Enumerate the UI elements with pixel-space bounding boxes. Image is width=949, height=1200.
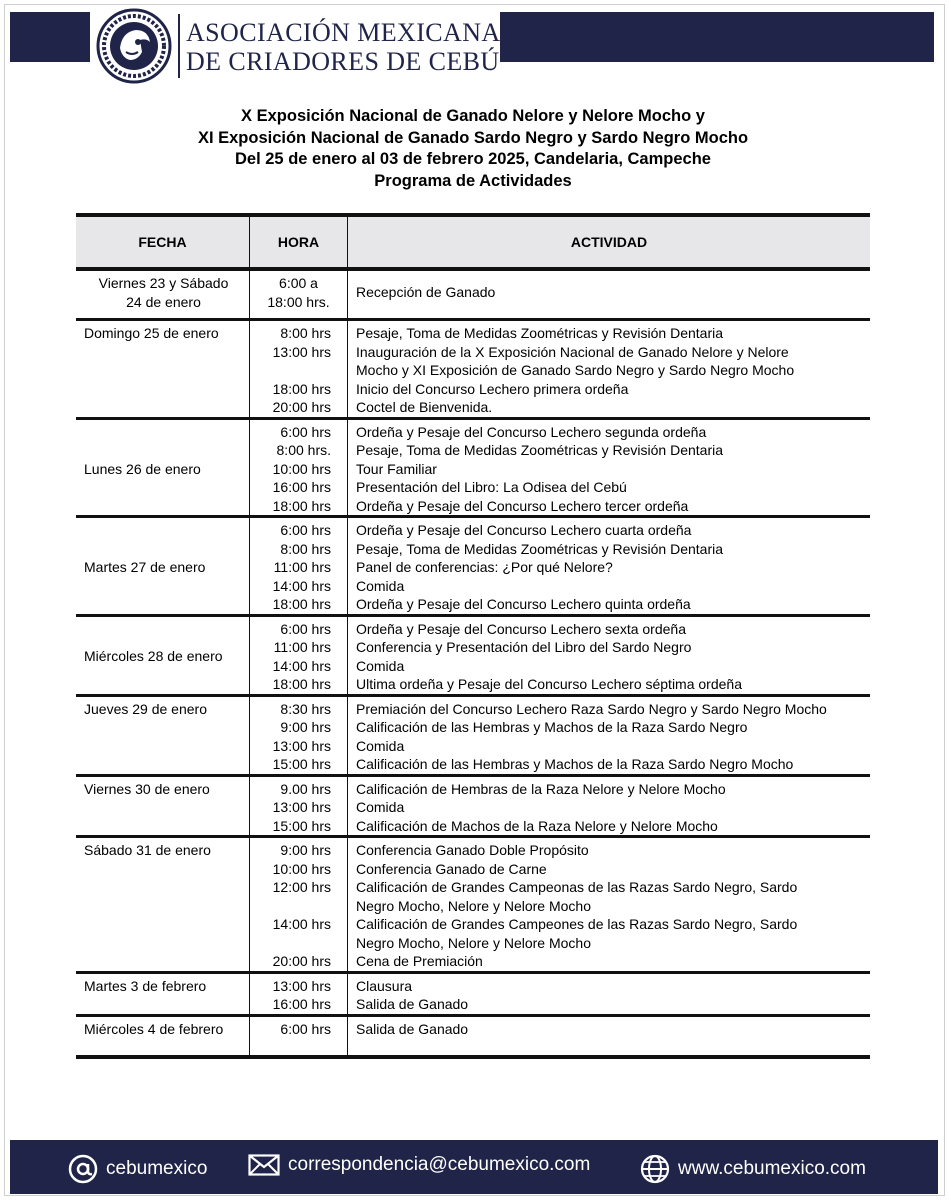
cell-hora	[250, 777, 348, 836]
hora-text	[250, 361, 331, 380]
footer-email[interactable]	[248, 1154, 590, 1176]
actividad-text: Comida	[356, 737, 405, 754]
hora-text: 20:00 hrs	[272, 399, 331, 415]
schedule-table	[76, 213, 870, 1059]
hora-text: 18:00 hrs	[272, 596, 331, 612]
footer-web-text: www.cebumexico.com	[678, 1158, 866, 1179]
cell-actividad	[348, 1017, 870, 1055]
actividad-text: Inicio del Concurso Lechero primera ordeña	[356, 380, 629, 397]
cell-hora	[250, 518, 348, 614]
cell-actividad	[348, 321, 870, 417]
cell-fecha	[76, 974, 250, 1014]
actividad-text: Ordeña y Pesaje del Concurso Lechero segunda ordeña	[356, 423, 707, 440]
org-name	[186, 18, 501, 76]
cell-fecha	[76, 1017, 250, 1055]
actividad-text: Pesaje, Toma de Medidas Zoométricas y Revisión Dentaria	[356, 442, 724, 458]
cell-actividad	[348, 271, 870, 318]
hora-text: 16:00 hrs	[272, 479, 331, 495]
cell-hora	[250, 617, 348, 694]
header-fecha: FECHA	[76, 217, 250, 267]
actividad-text: Coctel de Bienvenida.	[356, 399, 493, 415]
actividad-text: Ultima ordeña y Pesaje del Concurso Lechero séptima ordeña	[356, 676, 742, 692]
title-line-1: X Exposición Nacional de Ganado Nelore y Nelore Mocho y	[241, 107, 705, 125]
hora-text: 8:00 hrs	[280, 325, 331, 341]
fecha-lines	[84, 977, 243, 996]
hora-text: 18:00 hrs	[272, 676, 331, 692]
fecha-lines	[84, 1020, 243, 1039]
hora-text: 9.00 hrs	[280, 780, 331, 797]
header-actividad: ACTIVIDAD	[570, 234, 648, 250]
fecha-text: Martes 27 de enero	[84, 559, 206, 575]
hora-text: 11:00 hrs	[273, 559, 331, 575]
cell-hora	[250, 838, 348, 971]
cell-fecha	[76, 617, 250, 694]
table-row	[76, 838, 870, 974]
cell-fecha	[76, 420, 250, 516]
hora-text: 9:00 hrs	[280, 842, 331, 858]
cell-hora	[250, 420, 348, 516]
fecha-text: Sábado 31 de enero	[84, 842, 211, 858]
hora-text: 13:00 hrs	[272, 343, 331, 360]
actividad-text: Presentación del Libro: La Odisea del Cebú	[356, 479, 627, 495]
at-sign-icon	[68, 1154, 98, 1184]
hora-text: 9:00 hrs	[280, 719, 331, 735]
fecha-text: Martes 3 de febrero	[84, 977, 207, 994]
globe-icon	[640, 1154, 670, 1184]
fecha-lines	[84, 558, 205, 577]
org-name-line2: DE CRIADORES DE CEBÚ	[186, 47, 500, 76]
actividad-text: Comida	[356, 577, 405, 594]
cell-actividad	[348, 974, 870, 1014]
envelope-icon	[248, 1154, 280, 1176]
hora-text: 6:00 a	[279, 275, 318, 291]
hora-text: 13:00 hrs	[272, 737, 331, 754]
actividad-text: Inauguración de la X Exposición Nacional de Ganado Nelore y Nelore	[356, 343, 789, 360]
hora-text: 11:00 hrs	[273, 639, 331, 655]
fecha-text: Domingo 25 de enero	[84, 325, 219, 341]
actividad-text: Recepción de Ganado	[356, 284, 496, 300]
fecha-lines	[84, 780, 243, 799]
title-line-4: Programa de Actividades	[374, 171, 572, 190]
table-row	[76, 271, 870, 321]
fecha-lines	[84, 324, 243, 343]
hora-text: 18:00 hrs	[272, 380, 331, 397]
cell-fecha	[76, 518, 250, 614]
actividad-text: Cena de Premiación	[356, 953, 483, 969]
cell-actividad	[348, 420, 870, 516]
actividad-text: Calificación de Grandes Campeonas de las Razas Sardo Negro, Sardo	[356, 879, 798, 895]
fecha-lines	[84, 460, 201, 479]
hora-text: 13:00 hrs	[272, 799, 331, 815]
hora-text: 15:00 hrs	[272, 817, 331, 834]
hora-text	[250, 897, 331, 916]
cell-hora	[250, 271, 348, 318]
cell-actividad	[348, 518, 870, 614]
cell-fecha	[76, 697, 250, 774]
fecha-text: Viernes 23 y Sábado	[98, 275, 229, 291]
hora-text: 15:00 hrs	[272, 756, 331, 772]
actividad-text: Comida	[356, 799, 405, 815]
cell-hora	[250, 321, 348, 417]
fecha-text: Viernes 30 de enero	[84, 780, 210, 797]
actividad-text: Ordeña y Pesaje del Concurso Lechero sexta ordeña	[356, 620, 686, 637]
hora-text: 18:00 hrs.	[267, 293, 330, 310]
title-line-3: Del 25 de enero al 03 de febrero 2025, Candelaria, Campeche	[235, 150, 711, 168]
header-band-left	[10, 12, 90, 62]
actividad-text: Panel de conferencias: ¿Por qué Nelore?	[356, 559, 613, 575]
footer-web[interactable]	[640, 1154, 866, 1184]
hora-text: 14:00 hrs	[272, 577, 331, 594]
fecha-lines	[84, 700, 243, 719]
fecha-text: Miércoles 4 de febrero	[84, 1020, 224, 1037]
cell-fecha	[76, 321, 250, 417]
table-row	[76, 1017, 870, 1059]
hora-text: 10:00 hrs	[272, 860, 331, 877]
cell-fecha	[76, 271, 250, 318]
actividad-text: Conferencia Ganado Doble Propósito	[356, 842, 589, 858]
actividad-text: Negro Mocho, Nelore y Nelore Mocho	[356, 934, 591, 951]
fecha-lines	[84, 841, 243, 860]
table-row	[76, 777, 870, 839]
cell-actividad	[348, 697, 870, 774]
actividad-text: Conferencia y Presentación del Libro del Sardo Negro	[356, 639, 692, 655]
title-line-2: XI Exposición Nacional de Ganado Sardo Negro y Sardo Negro Mocho	[197, 128, 749, 147]
actividad-text: Ordeña y Pesaje del Concurso Lechero quinta ordeña	[356, 596, 691, 612]
actividad-text: Calificación de Grandes Campeones de las Razas Sardo Negro, Sardo	[356, 916, 798, 932]
fecha-lines	[84, 274, 243, 311]
actividad-text: Calificación de Machos de la Raza Nelore y Nelore Mocho	[356, 817, 718, 834]
actividad-text: Calificación de las Hembras y Machos de la Raza Sardo Negro Mocho	[356, 756, 794, 772]
actividad-text: Salida de Ganado	[356, 1020, 469, 1037]
hora-text: 16:00 hrs	[272, 996, 331, 1012]
table-row	[76, 518, 870, 617]
header-hora: HORA	[250, 217, 348, 267]
hora-text: 8:30 hrs	[280, 700, 331, 717]
hora-text: 14:00 hrs	[272, 657, 331, 674]
logo-divider	[178, 14, 180, 78]
hora-text: 8:00 hrs	[280, 540, 331, 557]
table-row	[76, 321, 870, 420]
footer-social[interactable]	[68, 1154, 207, 1184]
header-band-right	[500, 12, 934, 62]
hora-text: 12:00 hrs	[272, 879, 331, 895]
cell-fecha	[76, 777, 250, 836]
actividad-text: Clausura	[356, 977, 413, 994]
footer-social-text: cebumexico	[106, 1158, 208, 1179]
cell-hora	[250, 1017, 348, 1055]
hora-text: 10:00 hrs	[272, 460, 331, 477]
table-row	[76, 617, 870, 697]
fecha-text: Lunes 26 de enero	[84, 460, 201, 477]
hora-text: 13:00 hrs	[272, 977, 331, 994]
actividad-text: Premiación del Concurso Lechero Raza Sardo Negro y Sardo Negro Mocho	[356, 700, 827, 717]
cell-fecha	[76, 838, 250, 971]
actividad-text: Mocho y XI Exposición de Ganado Sardo Negro y Sardo Negro Mocho	[356, 362, 795, 378]
table-body	[76, 271, 870, 1059]
table-header	[76, 213, 870, 271]
actividad-text: Pesaje, Toma de Medidas Zoométricas y Revisión Dentaria	[356, 325, 724, 341]
actividad-text: Pesaje, Toma de Medidas Zoométricas y Revisión Dentaria	[356, 540, 724, 557]
footer-bar	[10, 1140, 938, 1194]
fecha-text: Jueves 29 de enero	[84, 700, 207, 717]
fecha-lines	[84, 647, 223, 666]
cell-actividad	[348, 777, 870, 836]
document-title	[76, 106, 870, 192]
hora-text: 6:00 hrs	[280, 620, 331, 637]
table-row	[76, 697, 870, 777]
actividad-text: Tour Familiar	[356, 460, 437, 477]
association-logo	[96, 8, 172, 84]
fecha-text: Miércoles 28 de enero	[84, 648, 223, 665]
actividad-text: Comida	[356, 657, 405, 674]
cell-hora	[250, 697, 348, 774]
footer-email-text: correspondencia@cebumexico.com	[288, 1154, 591, 1175]
table-row	[76, 420, 870, 519]
actividad-text: Conferencia Ganado de Carne	[356, 860, 547, 877]
actividad-text: Negro Mocho, Nelore y Nelore Mocho	[356, 897, 591, 914]
cell-actividad	[348, 838, 870, 971]
hora-text: 6:00 hrs	[280, 423, 331, 440]
actividad-text: Calificación de Hembras de la Raza Nelore y Nelore Mocho	[356, 780, 726, 797]
hora-text	[250, 934, 331, 953]
hora-text: 6:00 hrs	[280, 522, 331, 538]
actividad-text: Ordeña y Pesaje del Concurso Lechero cuarta ordeña	[356, 522, 692, 538]
hora-text: 8:00 hrs.	[276, 442, 331, 458]
org-name-line1: ASOCIACIÓN MEXICANA	[186, 18, 501, 47]
cell-hora	[250, 974, 348, 1014]
hora-text: 14:00 hrs	[272, 916, 331, 932]
hora-text: 6:00 hrs	[280, 1020, 331, 1037]
actividad-text: Calificación de las Hembras y Machos de la Raza Sardo Negro	[356, 719, 748, 735]
fecha-text: 24 de enero	[126, 293, 201, 310]
hora-text: 18:00 hrs	[272, 497, 331, 514]
table-row	[76, 974, 870, 1017]
hora-text: 20:00 hrs	[272, 953, 331, 969]
actividad-text: Salida de Ganado	[356, 996, 469, 1012]
cell-actividad	[348, 617, 870, 694]
actividad-text: Ordeña y Pesaje del Concurso Lechero tercer ordeña	[356, 497, 689, 514]
